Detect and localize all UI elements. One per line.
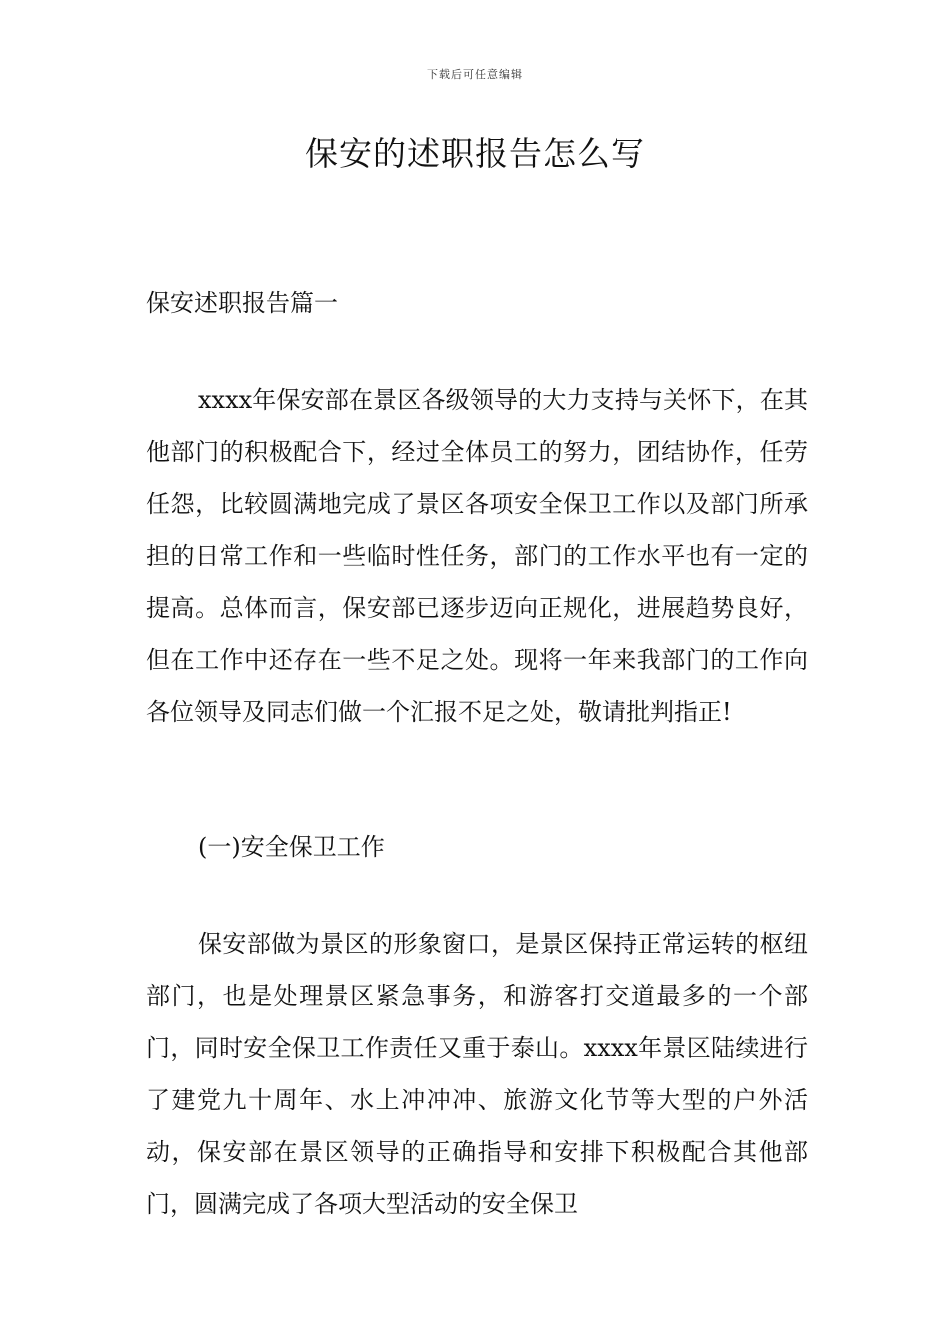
subheading-security-work: (一)安全保卫工作	[198, 833, 385, 861]
paragraph-1: xxxx年保安部在景区各级领导的大力支持与关怀下，在其他部门的积极配合下，经过全体员工的努力，团结协作，任劳任怨，比较圆满地完成了景区各项安全保卫工作以及部门所承担的日常工作和一些临时性任务，部门的工作水平也有一定的提高。总体而言，保安部已逐步迈向正规化，进展趋势良好，但在工作中还存在一些不足之处。现将一年来我部门的工作向各位领导及同志们做一个汇报不足之处，敬请批判指正!	[146, 386, 808, 726]
header-note: 下载后可任意编辑	[427, 68, 523, 81]
document-title: 保安的述职报告怎么写	[305, 134, 645, 173]
paragraph-2: 保安部做为景区的形象窗口，是景区保持正常运转的枢纽部门，也是处理景区紧急事务，和游客打交道最多的一个部门，同时安全保卫工作责任又重于泰山。xxxx年景区陆续进行了建党九十周年、水上冲冲冲、旅游文化节等大型的户外活动，保安部在景区领导的正确指导和安排下积极配合其他部门，圆满完成了各项大型活动的安全保卫	[146, 930, 808, 1218]
section-heading: 保安述职报告篇一	[146, 289, 338, 317]
